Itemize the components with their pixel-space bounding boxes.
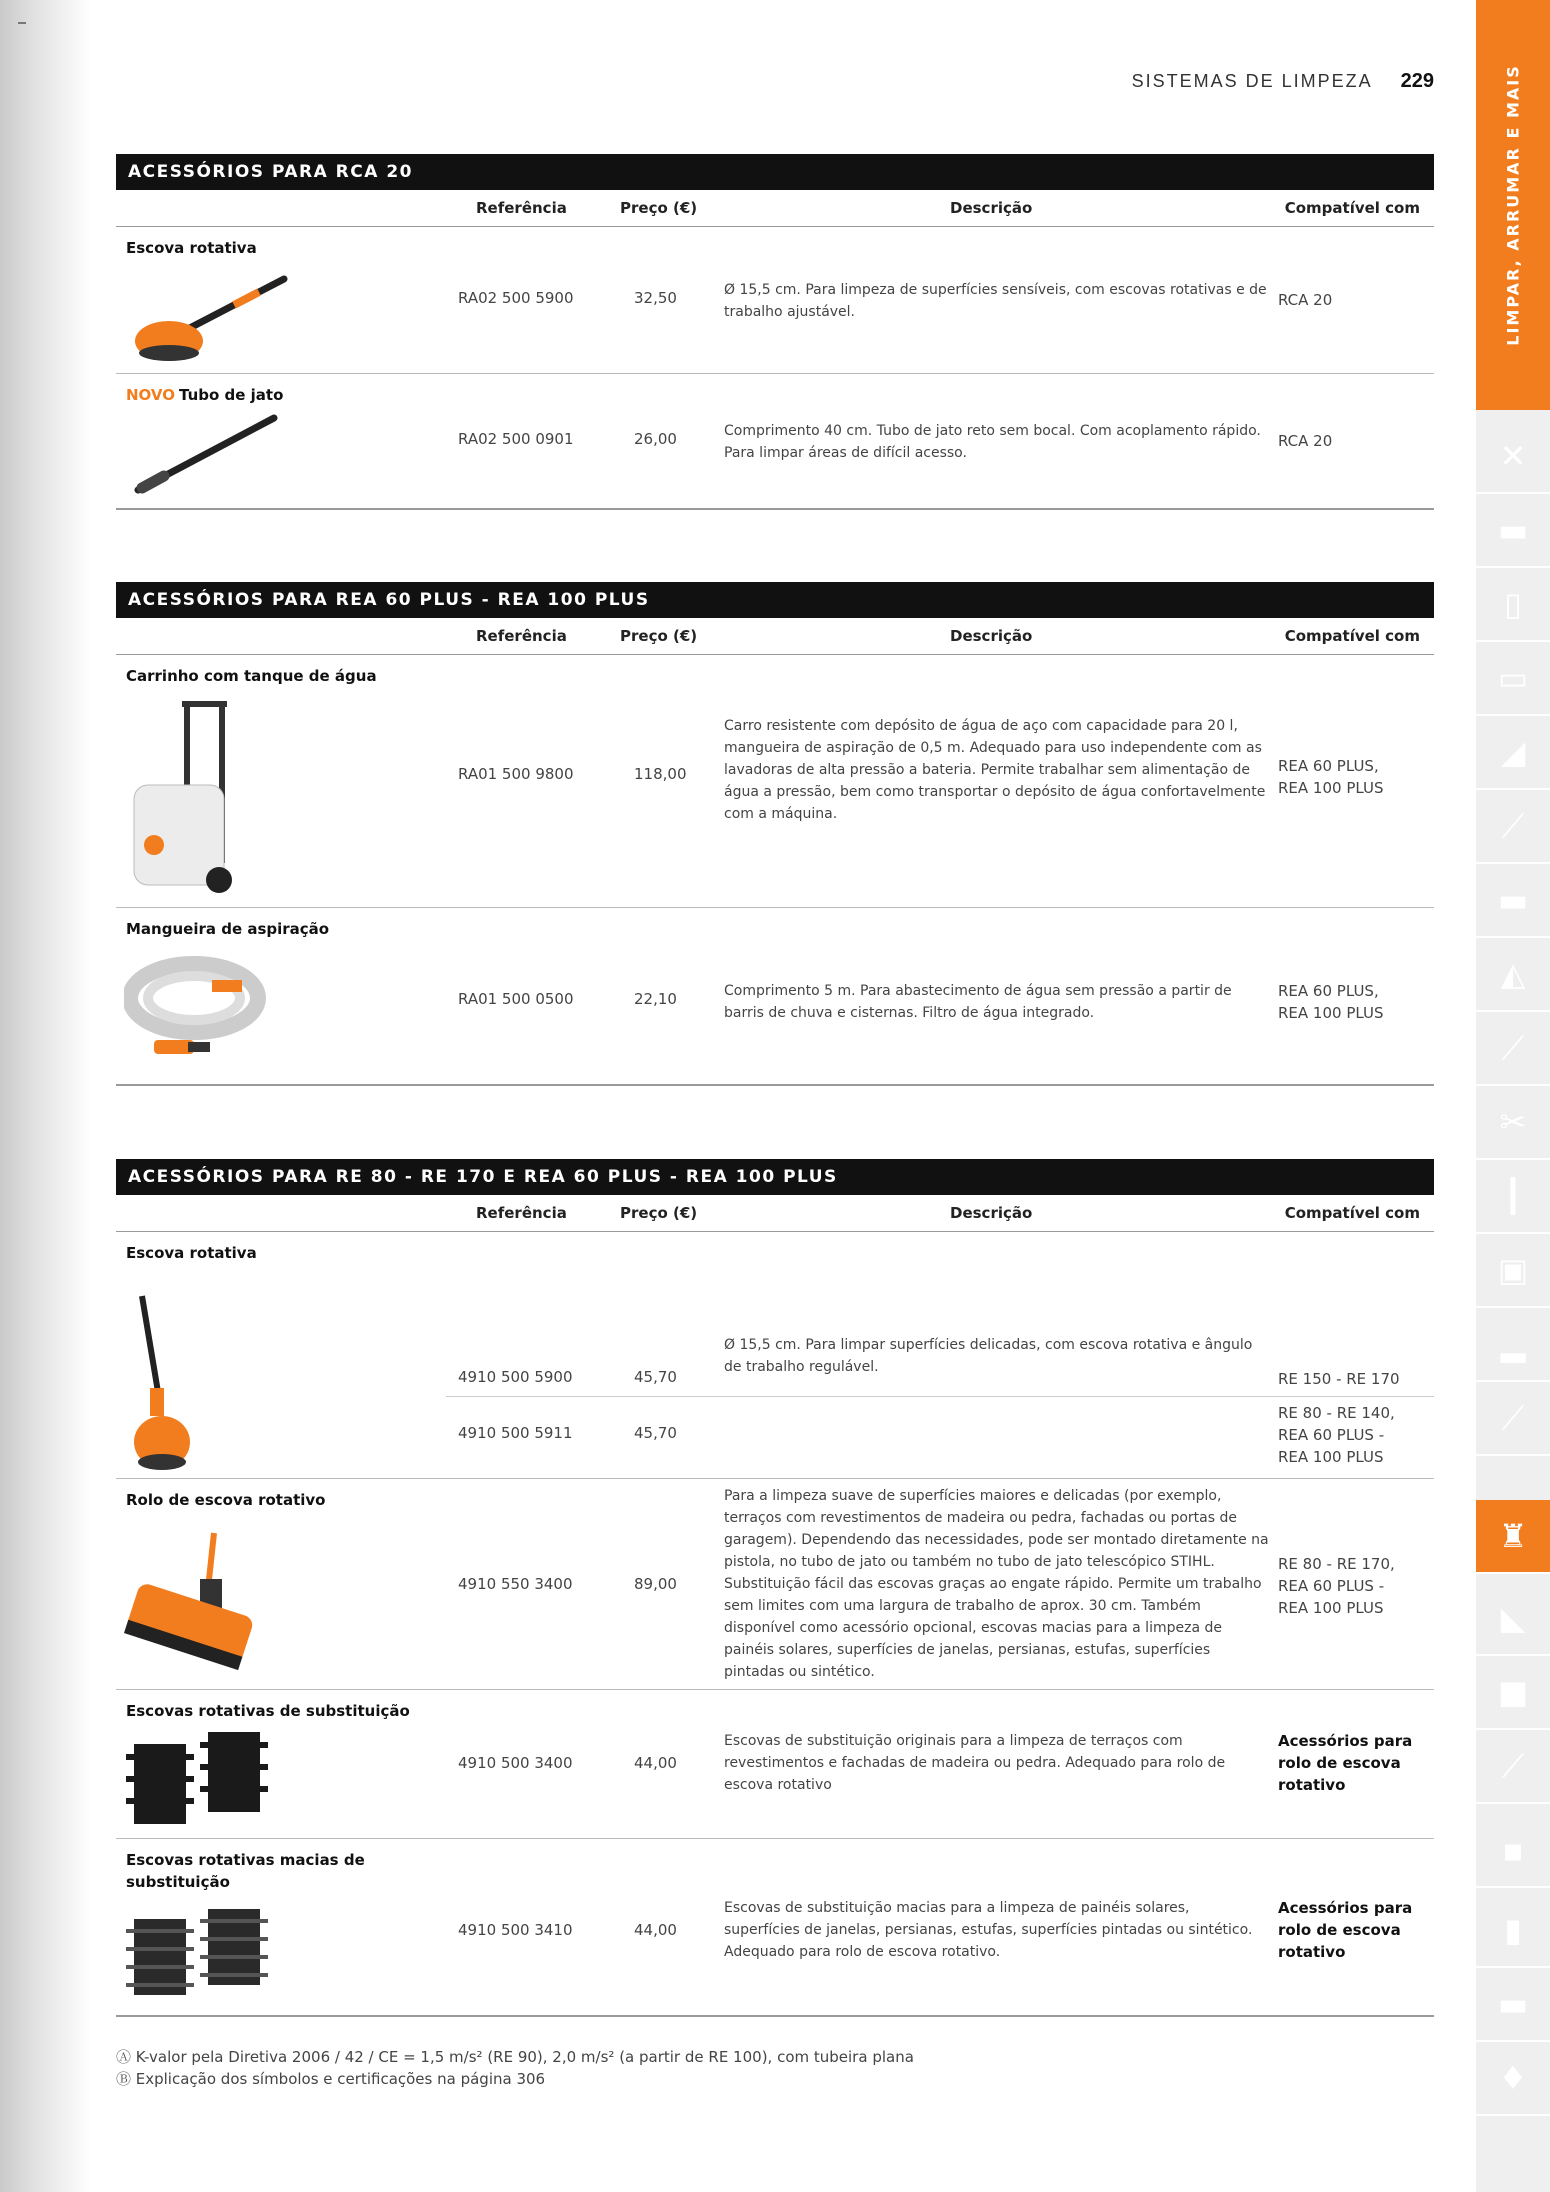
product-name: Rolo de escova rotativo	[126, 1491, 326, 1509]
chapter-tab-label: LIMPAR, ARRUMAR E MAIS	[1503, 64, 1523, 346]
chapter-tab-active[interactable]	[1476, 0, 1550, 410]
compatible-with: RCA 20	[1278, 432, 1333, 450]
col-ref: Referência	[476, 1204, 567, 1222]
footnote: Ⓑ Explicação dos símbolos e certificações na página 306	[116, 2070, 546, 2088]
table-row	[116, 1690, 1434, 1839]
col-desc: Descrição	[950, 199, 1033, 217]
product-name: Carrinho com tanque de água	[126, 667, 377, 685]
section-title: ACESSÓRIOS PARA REA 60 PLUS - REA 100 PLUS	[116, 582, 1434, 618]
description: Escovas de substituição originais para a limpeza de terraços com revestimentos e fachadas de madeira ou pedra. Adequado para rolo de escova rotativo	[724, 1733, 1226, 1793]
tools-icon[interactable]: ✕	[1476, 420, 1550, 494]
page-gutter-shadow	[0, 0, 92, 2192]
col-compat: Compatível com	[1284, 627, 1420, 645]
axe-icon[interactable]: ⟋	[1476, 1730, 1550, 1804]
description: Comprimento 5 m. Para abastecimento de água sem pressão a partir de barris de chuva e cisternas. Filtro de água integrado.	[724, 983, 1232, 1021]
price: 45,70	[634, 1424, 677, 1442]
price: 44,00	[634, 1754, 677, 1772]
spray-lance-image	[124, 410, 294, 500]
reference: 4910 500 5911	[458, 1424, 573, 1442]
reference: 4910 500 5900	[458, 1368, 573, 1386]
section-rca20	[116, 154, 1434, 510]
suction-hose-image	[124, 948, 274, 1078]
pruner-icon[interactable]: ◢	[1476, 716, 1550, 790]
price: 44,00	[634, 1921, 677, 1939]
description: Carro resistente com depósito de água de aço com capacidade para 20 l, mangueira de aspiração de 0,5 m. Adequado para uso independente com as lavadoras de alta pressão a bateria. Permite trabalhar sem alimentação de água a pressão, bem como transportar o depósito de água confortavelmente com a máquina.	[724, 718, 1266, 822]
col-price: Preço (€)	[620, 1204, 698, 1222]
description: Ø 15,5 cm. Para limpar superfícies delicadas, com escova rotativa e ângulo de trabalho regulável.	[724, 1337, 1253, 1375]
clothing-icon[interactable]: ♦	[1476, 2042, 1550, 2116]
description: Para a limpeza suave de superfícies maiores e delicadas (por exemplo, terraços com revestimentos de madeira ou pedra, fachadas ou portas de garagem). Dependendo das necessidades, pode ser montado diretamente na pistola, no tubo de jato ou também no tubo de jato telescópico STIHL. Substituição fácil das escovas graças ao engate rápido. Permite um trabalho sem limites com uma largura de trabalho de aprox. 30 cm. Também disponível como acessório opcional, escovas macias para a limpeza de painéis solares, superfícies de janelas, persianas, estufas, superfícies pintadas ou sintético.	[724, 1488, 1269, 1680]
description: Ø 15,5 cm. Para limpeza de superfícies sensíveis, com escovas rotativas e de trabalho ajustável.	[724, 282, 1267, 320]
rotary-brush-image	[124, 1292, 224, 1476]
table-row	[116, 1232, 1434, 1479]
page-header	[1132, 70, 1434, 93]
section-rea60-rea100	[116, 582, 1434, 1086]
phone-icon[interactable]: ▯	[1476, 568, 1550, 642]
vacuum-icon[interactable]: ◣	[1476, 1582, 1550, 1656]
oil-icon[interactable]: ▪	[1476, 1814, 1550, 1888]
cleaning-systems-icon[interactable]: ♜	[1476, 1500, 1550, 1574]
toolbox-icon[interactable]: ▬	[1476, 1968, 1550, 2042]
col-compat: Compatível com	[1284, 199, 1420, 217]
trimmer-icon[interactable]: ⟋	[1476, 790, 1550, 864]
compatible-with: Acessórios para rolo de escova rotativo	[1278, 1732, 1413, 1794]
hedge-trimmer-icon[interactable]: ▬	[1476, 864, 1550, 938]
product-name: Mangueira de aspiração	[126, 920, 330, 938]
reference: 4910 550 3400	[458, 1575, 573, 1593]
replacement-brushes-image	[124, 1726, 284, 1834]
price: 22,10	[634, 990, 677, 1008]
compatible-with: REA 60 PLUS, REA 100 PLUS	[1278, 757, 1384, 797]
new-badge: NOVO	[126, 386, 175, 404]
table-row	[116, 1479, 1434, 1690]
gutter-mark	[18, 22, 26, 24]
table-row	[116, 1839, 1434, 2017]
sprayer-icon[interactable]: ┃	[1476, 1160, 1550, 1234]
reference: RA01 500 9800	[458, 765, 574, 783]
reference: RA01 500 0500	[458, 990, 574, 1008]
reference: RA02 500 0901	[458, 430, 574, 448]
product-name: Escova rotativa	[126, 1244, 257, 1262]
reference: 4910 500 3410	[458, 1921, 573, 1939]
column-headers	[116, 618, 1434, 655]
product-name: NOVO Tubo de jato	[126, 386, 284, 404]
product-name: Escovas rotativas de substituição	[126, 1702, 410, 1720]
footnote: Ⓐ K-valor pela Diretiva 2006 / 42 / CE = 1,5 m/s² (RE 90), 2,0 m/s² (a partir de RE 100), com tubeira plana	[116, 2048, 914, 2066]
table-row	[116, 374, 1434, 510]
soft-replacement-brushes-image	[124, 1903, 284, 2003]
col-price: Preço (€)	[620, 199, 698, 217]
chainsaw-icon[interactable]: ▭	[1476, 642, 1550, 716]
water-tank-cart-image	[124, 695, 244, 900]
col-desc: Descrição	[950, 627, 1033, 645]
col-compat: Compatível com	[1284, 1204, 1420, 1222]
description: Escovas de substituição macias para a limpeza de painéis solares, superfícies de janelas, persianas, estufas, superfícies pintadas ou sintético. Adequado para rolo de escova rotativo.	[724, 1900, 1253, 1960]
col-price: Preço (€)	[620, 627, 698, 645]
col-ref: Referência	[476, 199, 567, 217]
shredder-icon[interactable]: ▣	[1476, 1234, 1550, 1308]
reference: 4910 500 3400	[458, 1754, 573, 1772]
compatible-with: Acessórios para rolo de escova rotativo	[1278, 1899, 1413, 1961]
column-headers	[116, 1195, 1434, 1232]
footnotes	[116, 2046, 914, 2090]
battery-icon[interactable]: ▬	[1476, 494, 1550, 568]
blower-icon[interactable]: ⟋	[1476, 1012, 1550, 1086]
column-headers	[116, 190, 1434, 227]
section-title: ACESSÓRIOS PARA RCA 20	[116, 154, 1434, 190]
compatible-with: RE 80 - RE 140, REA 60 PLUS - REA 100 PLUS	[1278, 1404, 1395, 1466]
col-desc: Descrição	[950, 1204, 1033, 1222]
table-row	[116, 655, 1434, 908]
sub-row-divider	[446, 1396, 1434, 1397]
compatible-with: RCA 20	[1278, 291, 1333, 309]
mower-icon[interactable]: ◭	[1476, 938, 1550, 1012]
pole-tool-icon[interactable]: ⟋	[1476, 1382, 1550, 1456]
description: Comprimento 40 cm. Tubo de jato reto sem bocal. Com acoplamento rápido. Para limpar áreas de difícil acesso.	[724, 423, 1261, 461]
product-name: Escovas rotativas macias de substituição	[126, 1851, 365, 1891]
compatible-with: RE 150 - RE 170	[1278, 1370, 1400, 1388]
price: 89,00	[634, 1575, 677, 1593]
col-ref: Referência	[476, 627, 567, 645]
table-row	[116, 227, 1434, 374]
section-name: SISTEMAS DE LIMPEZA	[1131, 71, 1373, 91]
rotary-brush-image	[124, 271, 294, 371]
bag-icon[interactable]: ■	[1476, 1656, 1550, 1730]
compatible-with: RE 80 - RE 170, REA 60 PLUS - REA 100 PLUS	[1278, 1555, 1395, 1617]
compatible-with: REA 60 PLUS, REA 100 PLUS	[1278, 982, 1384, 1022]
reference: RA02 500 5900	[458, 289, 574, 307]
page-number: 229	[1400, 70, 1434, 92]
table-row	[116, 908, 1434, 1086]
price: 45,70	[634, 1368, 677, 1386]
tiller-icon[interactable]: ✂	[1476, 1086, 1550, 1160]
product-name: Escova rotativa	[126, 239, 257, 257]
section-title: ACESSÓRIOS PARA RE 80 - RE 170 E REA 60 PLUS - REA 100 PLUS	[116, 1159, 1434, 1195]
cutoff-saw-icon[interactable]: ▂	[1476, 1308, 1550, 1382]
brush-roller-image	[124, 1529, 264, 1679]
fuel-can-icon[interactable]: ▮	[1476, 1894, 1550, 1968]
section-re80-re170	[116, 1159, 1434, 2017]
price: 118,00	[634, 765, 687, 783]
price: 26,00	[634, 430, 677, 448]
price: 32,50	[634, 289, 677, 307]
